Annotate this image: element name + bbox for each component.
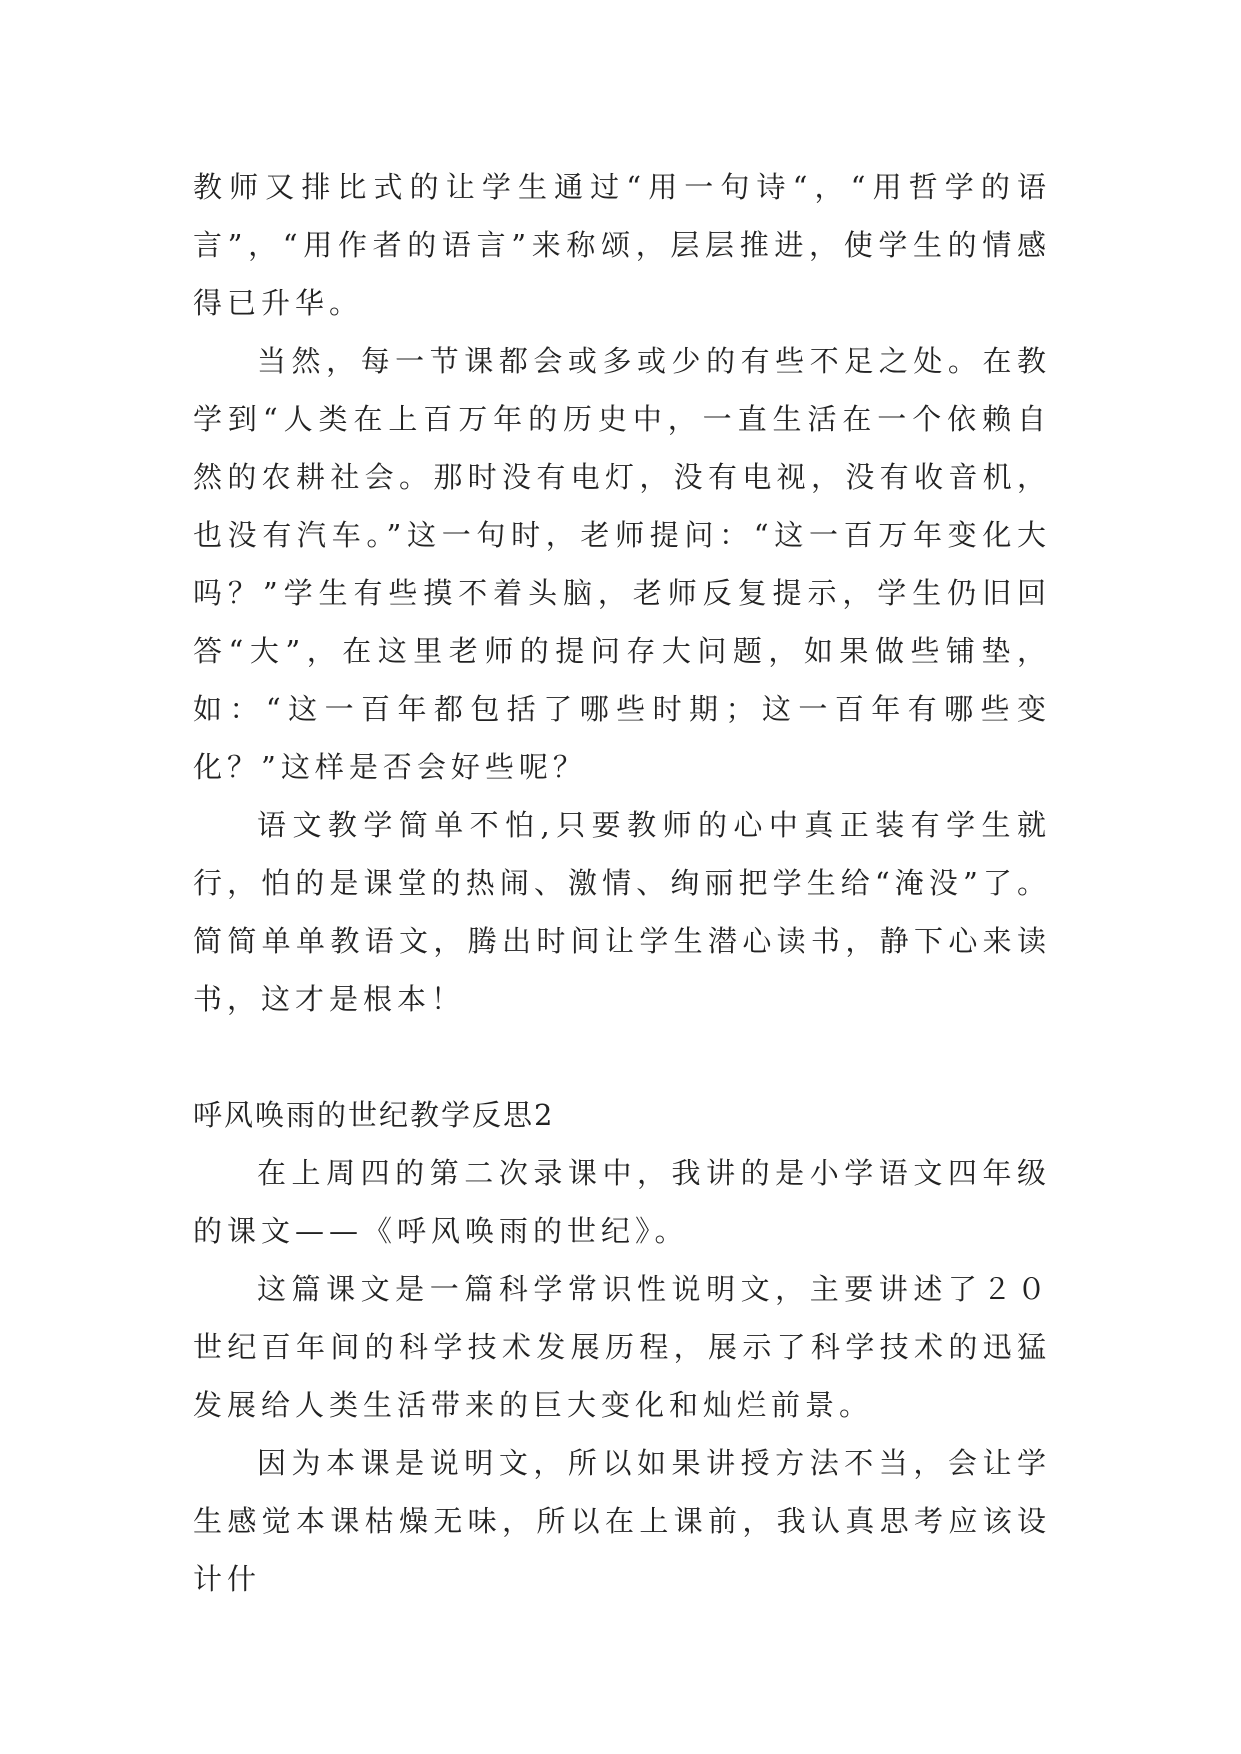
paragraph-continuation: 教师又排比式的让学生通过“用一句诗“，“用哲学的语言”，“用作者的语言”来称颂，层层推进，使学生的情感得已升华。 <box>193 170 1051 320</box>
paragraph-preparation: 因为本课是说明文，所以如果讲授方法不当，会让学生感觉本课枯燥无味，所以在上课前，我认真思考应该设计什 <box>193 1446 1051 1596</box>
paragraph-conclusion: 语文教学简单不怕,只要教师的心中真正装有学生就行，怕的是课堂的热闹、激情、绚丽把学生给“淹没”了。简简单单教语文，腾出时间让学生潜心读书，静下心来读书，这才是根本！ <box>193 808 1051 1016</box>
paragraph-lesson-summary: 这篇课文是一篇科学常识性说明文，主要讲述了２０世纪百年间的科学技术发展历程，展示了科学技术的迅猛发展给人类生活带来的巨大变化和灿烂前景。 <box>193 1272 1051 1422</box>
paragraph-intro: 在上周四的第二次录课中，我讲的是小学语文四年级的课文——《呼风唤雨的世纪》。 <box>193 1156 1051 1248</box>
paragraph-shortcomings: 当然，每一节课都会或多或少的有些不足之处。在教学到“人类在上百万年的历史中，一直生活在一个依赖自然的农耕社会。那时没有电灯，没有电视，没有收音机，也没有汽车。”这一句时，老师提问：“这一百万年变化大吗？”学生有些摸不着头脑，老师反复提示，学生仍旧回答“大”，在这里老师的提问存大问题，如果做些铺垫，如：“这一百年都包括了哪些时期；这一百年有哪些变化？”这样是否会好些呢？ <box>193 344 1051 784</box>
section-heading: 呼风唤雨的世纪教学反思2 <box>193 1098 555 1132</box>
